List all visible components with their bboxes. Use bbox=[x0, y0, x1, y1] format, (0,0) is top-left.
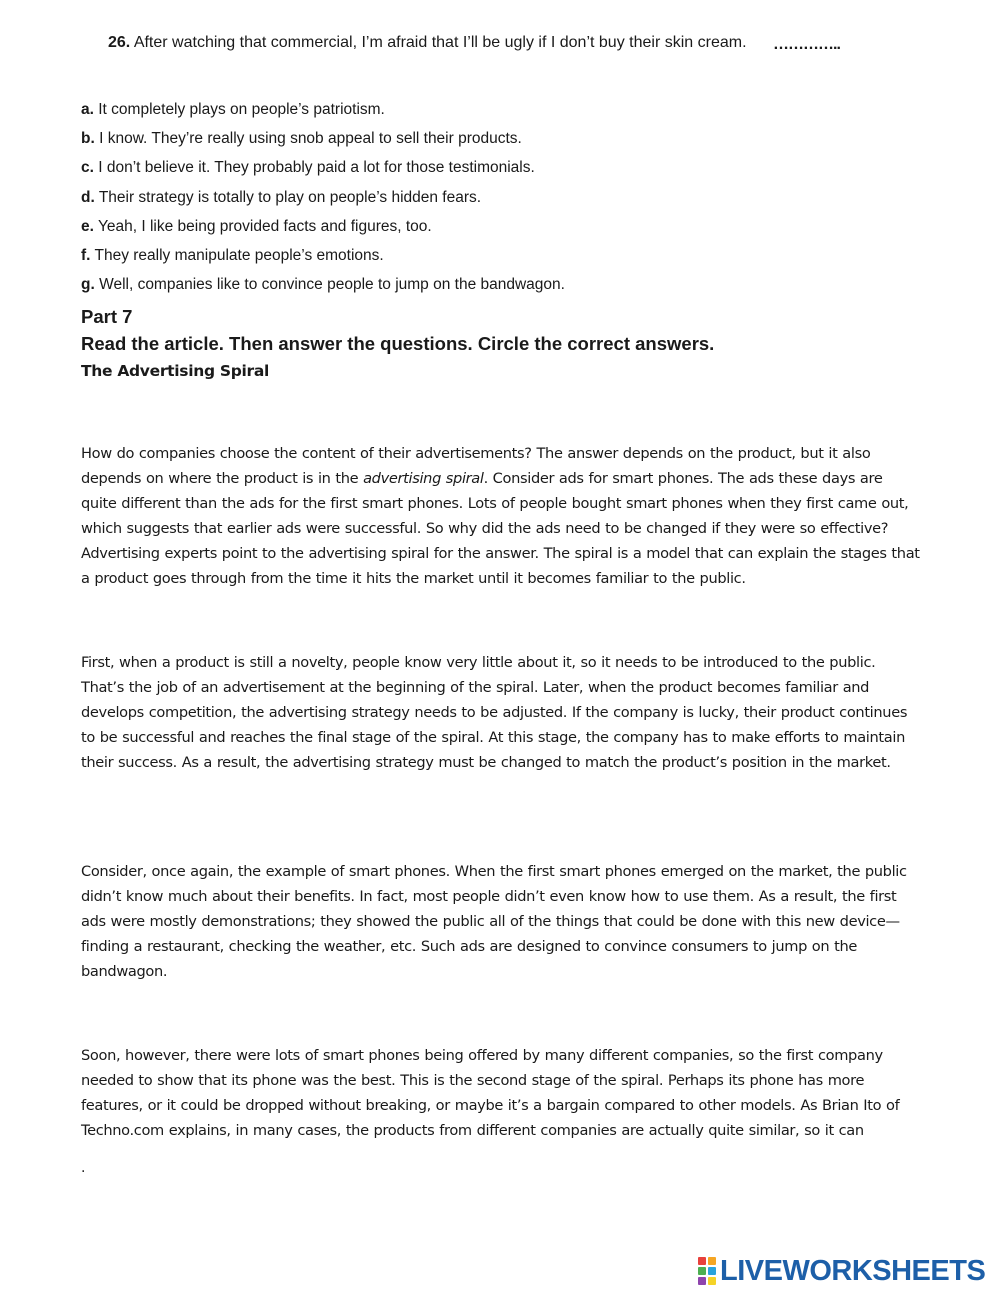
option-d: d. Their strategy is totally to play on people’s hidden fears. bbox=[81, 188, 482, 206]
option-g: g. Well, companies like to convince people to jump on the bandwagon. bbox=[81, 276, 565, 294]
option-a: a. It completely plays on people’s patriotism. bbox=[81, 101, 385, 118]
question-number: 26. bbox=[108, 34, 131, 51]
article-paragraph-3: Consider, once again, the example of smart phones. When the first smart phones emerged on the market, the public didn’t know much about their benefits. In fact, most people didn’t even know how to use them. As a result, the first ads were mostly demonstrations; they showed the public all of the things that could be done with this new device—finding a restaurant, checking the weather, etc. Such ads are designed to convince consumers to jump on the bandwagon. bbox=[81, 863, 907, 980]
article-paragraph-1: How do companies choose the content of their advertisements? The answer depends on the product, but it also depends on where the product is in the advertising spiral. Consider ads for smart phones. The ads these days are quite different than the ads for the first smart phones. Lots of people bought smart phones when they first came out, which suggests that earlier ads were successful. So why did the ads need to be changed if they were so effective? Advertising experts point to the advertising spiral for the answer. The spiral is a model that can explain the stages that a product goes through from the time it hits the market until it becomes familiar to the public. bbox=[81, 445, 920, 587]
option-c: c. I don’t believe it. They probably paid a lot for those testimonials. bbox=[81, 159, 535, 177]
question-text: After watching that commercial, I’m afraid that I’ll be ugly if I don’t buy their skin cream. bbox=[133, 34, 747, 51]
article-title: The Advertising Spiral bbox=[81, 362, 270, 380]
options-list bbox=[81, 101, 565, 305]
article-paragraph-2: First, when a product is still a novelty, people know very little about it, so it needs to be introduced to the public. That’s the job of an advertisement at the beginning of the spiral. Later, when the product becomes familiar and develops competition, the advertising strategy needs to be adjusted. If the company is lucky, their product continues to be successful and reaches the final stage of the spiral. At this stage, the company has to make efforts to maintain their success. As a result, the advertising strategy must be changed to match the product’s position in the market. bbox=[81, 654, 908, 771]
option-e: e. Yeah, I like being provided facts and figures, too. bbox=[81, 217, 432, 235]
trailing-dot: . bbox=[81, 1160, 86, 1176]
answer-blank[interactable]: ………….. bbox=[773, 36, 840, 53]
part-heading: Part 7 bbox=[81, 306, 133, 327]
logo-blocks-icon bbox=[698, 1257, 716, 1285]
article-paragraph-4: Soon, however, there were lots of smart phones being offered by many different companies, so the first company needed to show that its phone was the best. This is the second stage of the spiral. Perhaps its phone has more features, or it could be dropped without breaking, or maybe it’s a bargain compared to other models. As Brian Ito of Techno.com explains, in many cases, the products from different companies are actually quite similar, so it can bbox=[81, 1047, 900, 1139]
option-f: f. They really manipulate people’s emotions. bbox=[81, 246, 384, 264]
logo-text: LIVEWORKSHEETS bbox=[720, 1254, 986, 1287]
option-b: b. I know. They’re really using snob appeal to sell their products. bbox=[81, 130, 522, 148]
part-instruction: Read the article. Then answer the questions. Circle the correct answers. bbox=[81, 333, 715, 354]
question-26 bbox=[108, 34, 747, 52]
liveworksheets-logo bbox=[698, 1256, 985, 1286]
